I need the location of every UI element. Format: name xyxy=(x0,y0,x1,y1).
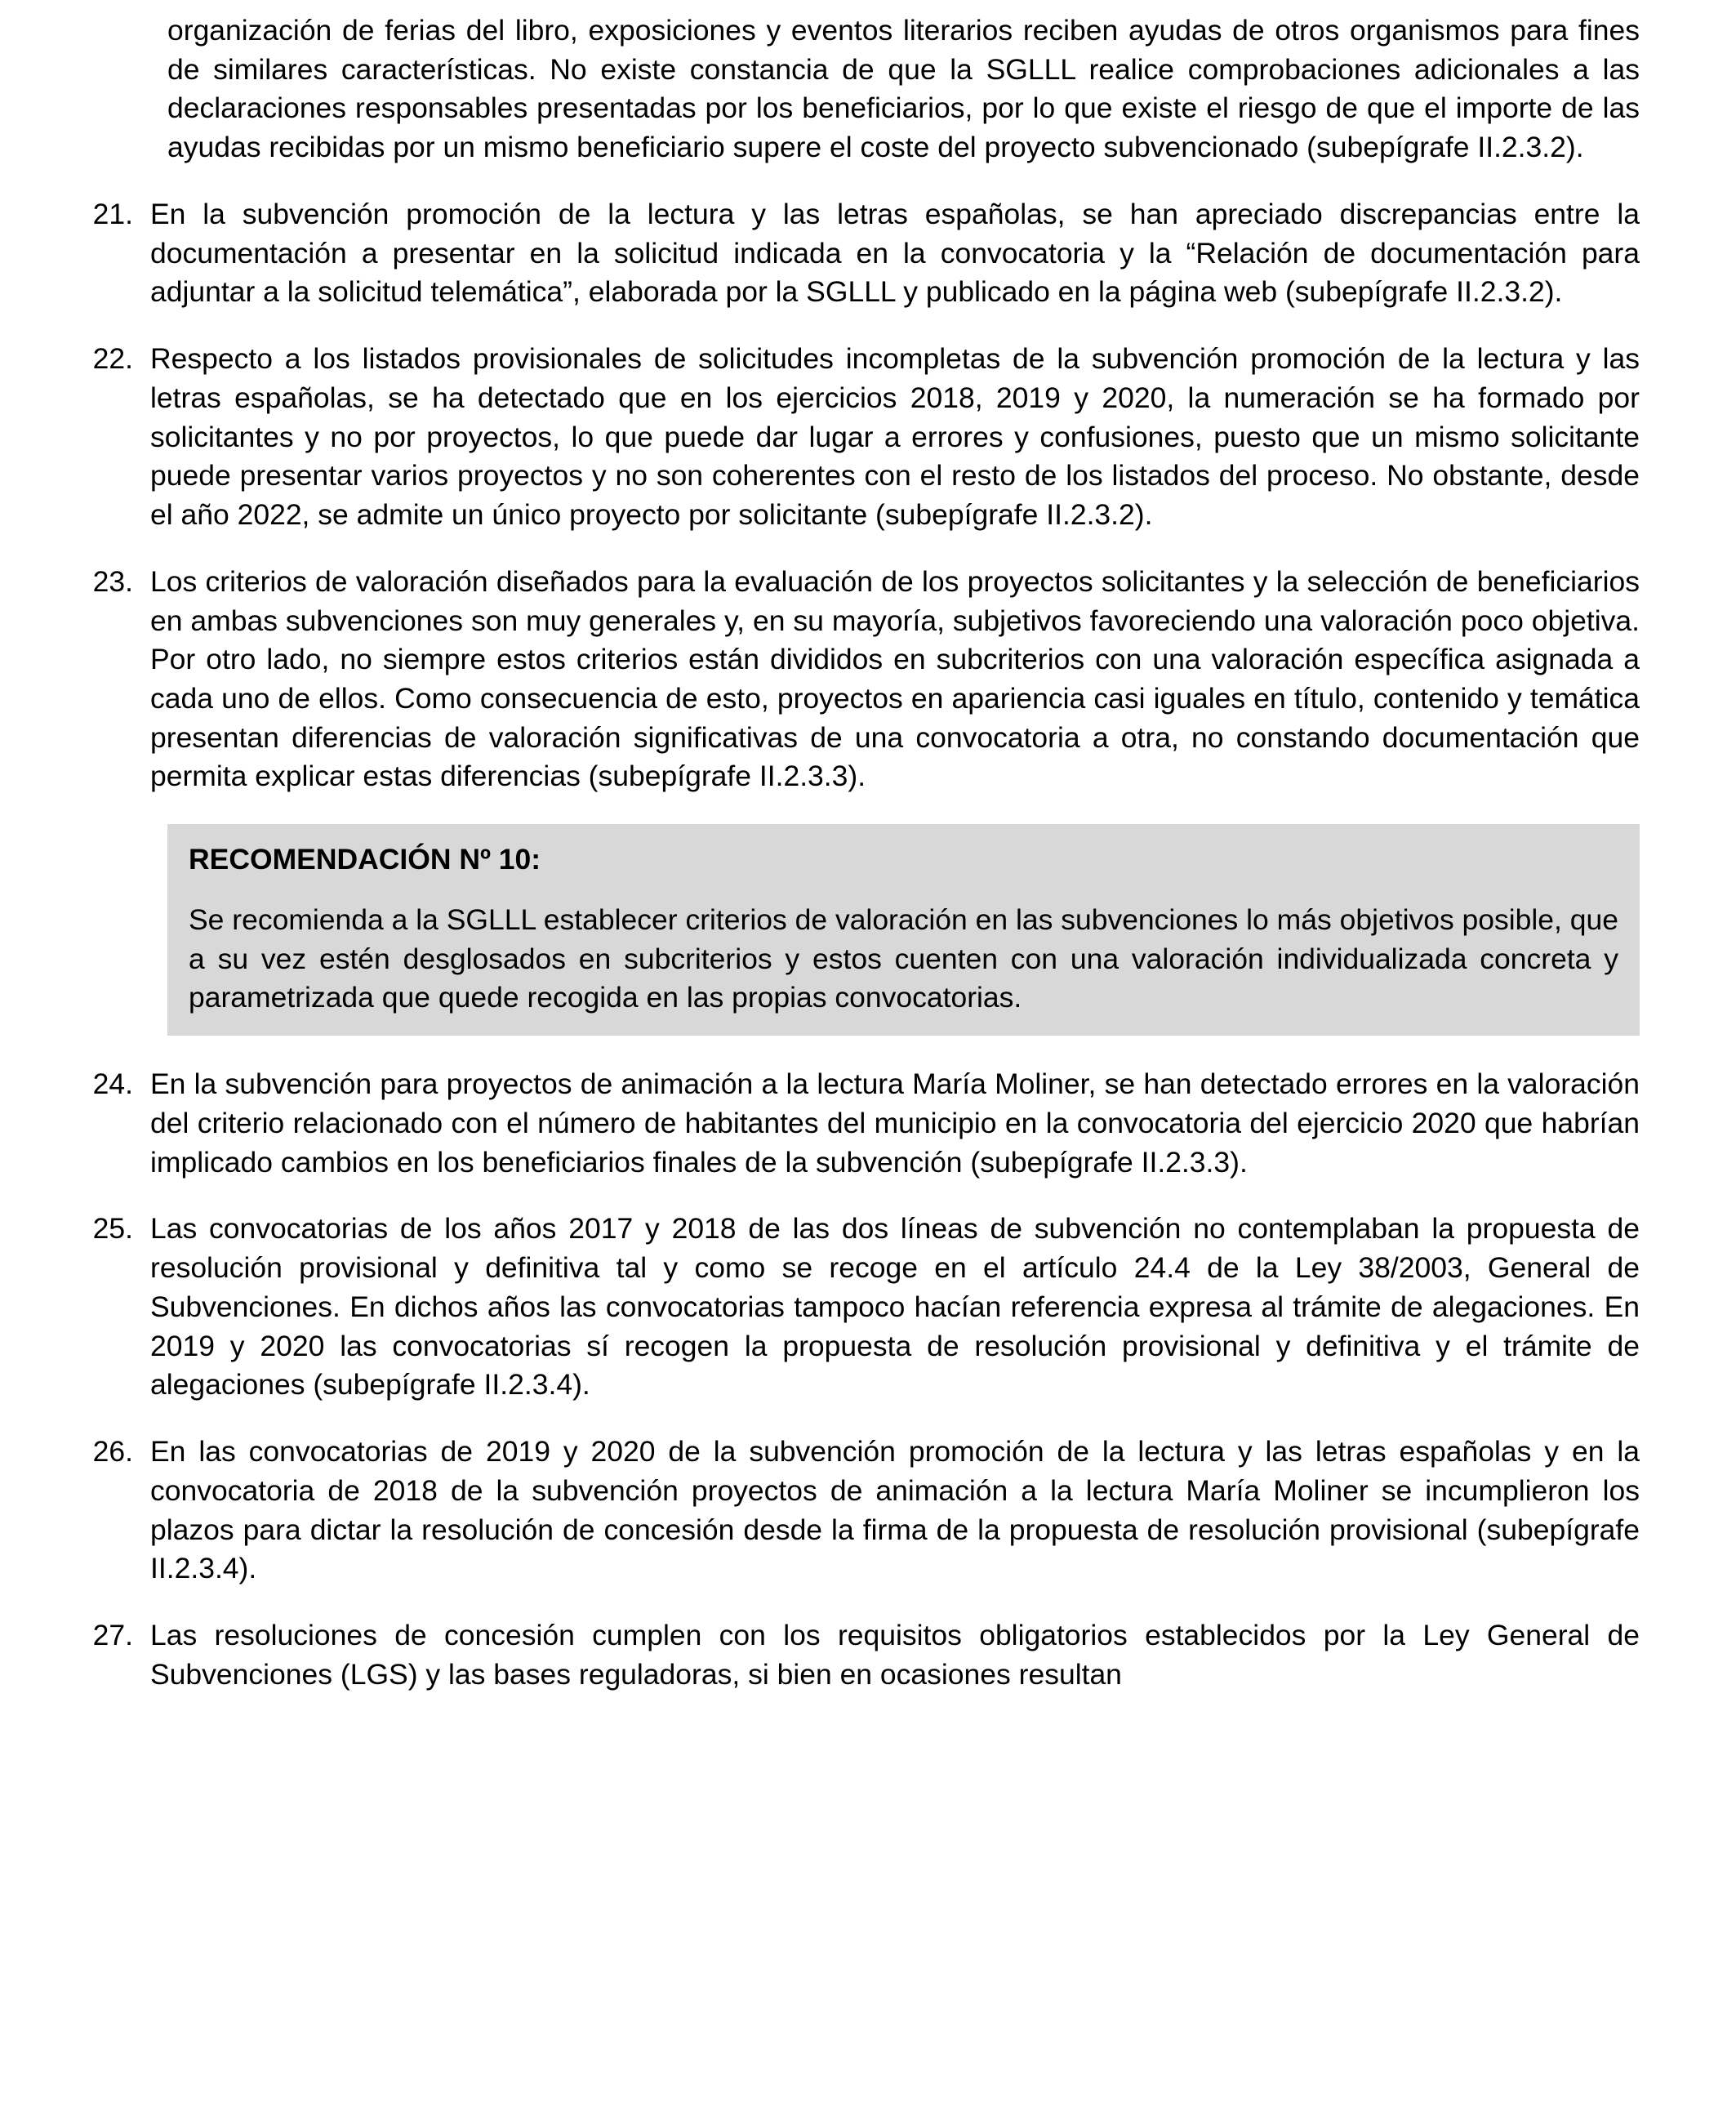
recommendation-box xyxy=(167,824,1640,1036)
numbered-item-21 xyxy=(91,195,1640,312)
numbered-item-22 xyxy=(91,340,1640,535)
item-text: Las convocatorias de los años 2017 y 2018 de las dos líneas de subvención no contemplaban la propuesta de resolución provisional y definitiva tal y como se recoge en el artículo 24.4 de la Ley 38/2003, General de Subvenciones. En dichos años las convocatorias tampoco hacían referencia expresa al trámite de alegaciones. En 2019 y 2020 las convocatorias sí recogen la propuesta de resolución provisional y definitiva y el trámite de alegaciones (subepígrafe II.2.3.4). xyxy=(150,1212,1640,1402)
item-number: 22. xyxy=(92,342,133,376)
item-text: En la subvención para proyectos de animación a la lectura María Moliner, se han detectado errores en la valoración del criterio relacionado con el número de habitantes del municipio en la convocatoria del ejercicio 2020 que habrían implicado cambios en los beneficiarios finales de la subvención (subepígrafe II.2.3.3). xyxy=(150,1067,1640,1179)
item-text: En la subvención promoción de la lectura y las letras españolas, se han apreciado discrepancias entre la documentación a presentar en la solicitud indicada en la convocatoria y la “Relación de documentación para adjuntar a la solicitud telemática”, elaborada por la SGLLL y publicado en la página web (subepígrafe II.2.3.2). xyxy=(150,197,1640,309)
item-text: Respecto a los listados provisionales de solicitudes incompletas de la subvención promoción de la lectura y las letras españolas, se ha detectado que en los ejercicios 2018, 2019 y 2020, la numeración se ha formado por solicitantes y no por proyectos, lo que puede dar lugar a errores y confusiones, puesto que un mismo solicitante puede presentar varios proyectos y no son coherentes con el resto de los listados del proceso. No obstante, desde el año 2022, se admite un único proyecto por solicitante (subepígrafe II.2.3.2). xyxy=(150,342,1640,532)
lead-paragraph: organización de ferias del libro, exposiciones y eventos literarios reciben ayudas de otros organismos para fines de similares características. No existe constancia de que la SGLLL realice comprobaciones adicionales a las declaraciones responsables presentadas por los beneficiarios, por lo que existe el riesgo de que el importe de las ayudas recibidas por un mismo beneficiario supere el coste del proyecto subvencionado (subepígrafe II.2.3.2). xyxy=(167,14,1640,164)
recommendation-title: RECOMENDACIÓN Nº 10: xyxy=(189,843,541,876)
numbered-item-26 xyxy=(91,1433,1640,1589)
item-number: 26. xyxy=(92,1435,133,1469)
numbered-item-24 xyxy=(91,1065,1640,1182)
item-number: 25. xyxy=(92,1212,133,1246)
item-number: 23. xyxy=(92,564,133,598)
item-number: 27. xyxy=(92,1618,133,1651)
item-text: Las resoluciones de concesión cumplen con los requisitos obligatorios establecidos por la Ley General de Subvenciones (LGS) y las bases reguladoras, si bien en ocasiones resultan xyxy=(150,1618,1640,1691)
numbered-item-27 xyxy=(91,1616,1640,1694)
recommendation-body: Se recomienda a la SGLLL establecer criterios de valoración en las subvenciones lo más objetivos posible, que a su vez estén desglosados en subcriterios y estos cuenten con una valoración individualizada concreta y parametrizada que quede recogida en las propias convocatorias. xyxy=(189,903,1619,1014)
item-text: Los criterios de valoración diseñados para la evaluación de los proyectos solicitantes y la selección de beneficiarios en ambas subvenciones son muy generales y, en su mayoría, subjetivos favoreciendo una valoración poco objetiva. Por otro lado, no siempre estos criterios están divididos en subcriterios con una valoración específica asignada a cada uno de ellos. Como consecuencia de esto, proyectos en apariencia casi iguales en título, contenido y temática presentan diferencias de valoración significativas de una convocatoria a otra, no constando documentación que permita explicar estas diferencias (subepígrafe II.2.3.3). xyxy=(150,564,1640,793)
item-number: 24. xyxy=(92,1067,133,1101)
numbered-item-23 xyxy=(91,563,1640,796)
numbered-item-25 xyxy=(91,1210,1640,1405)
item-number: 21. xyxy=(92,197,133,230)
item-text: En las convocatorias de 2019 y 2020 de la subvención promoción de la lectura y las letras españolas y en la convocatoria de 2018 de la subvención proyectos de animación a la lectura María Moliner se incumplieron los plazos para dictar la resolución de concesión desde la firma de la propuesta de resolución provisional (subepígrafe II.2.3.4). xyxy=(150,1435,1640,1585)
